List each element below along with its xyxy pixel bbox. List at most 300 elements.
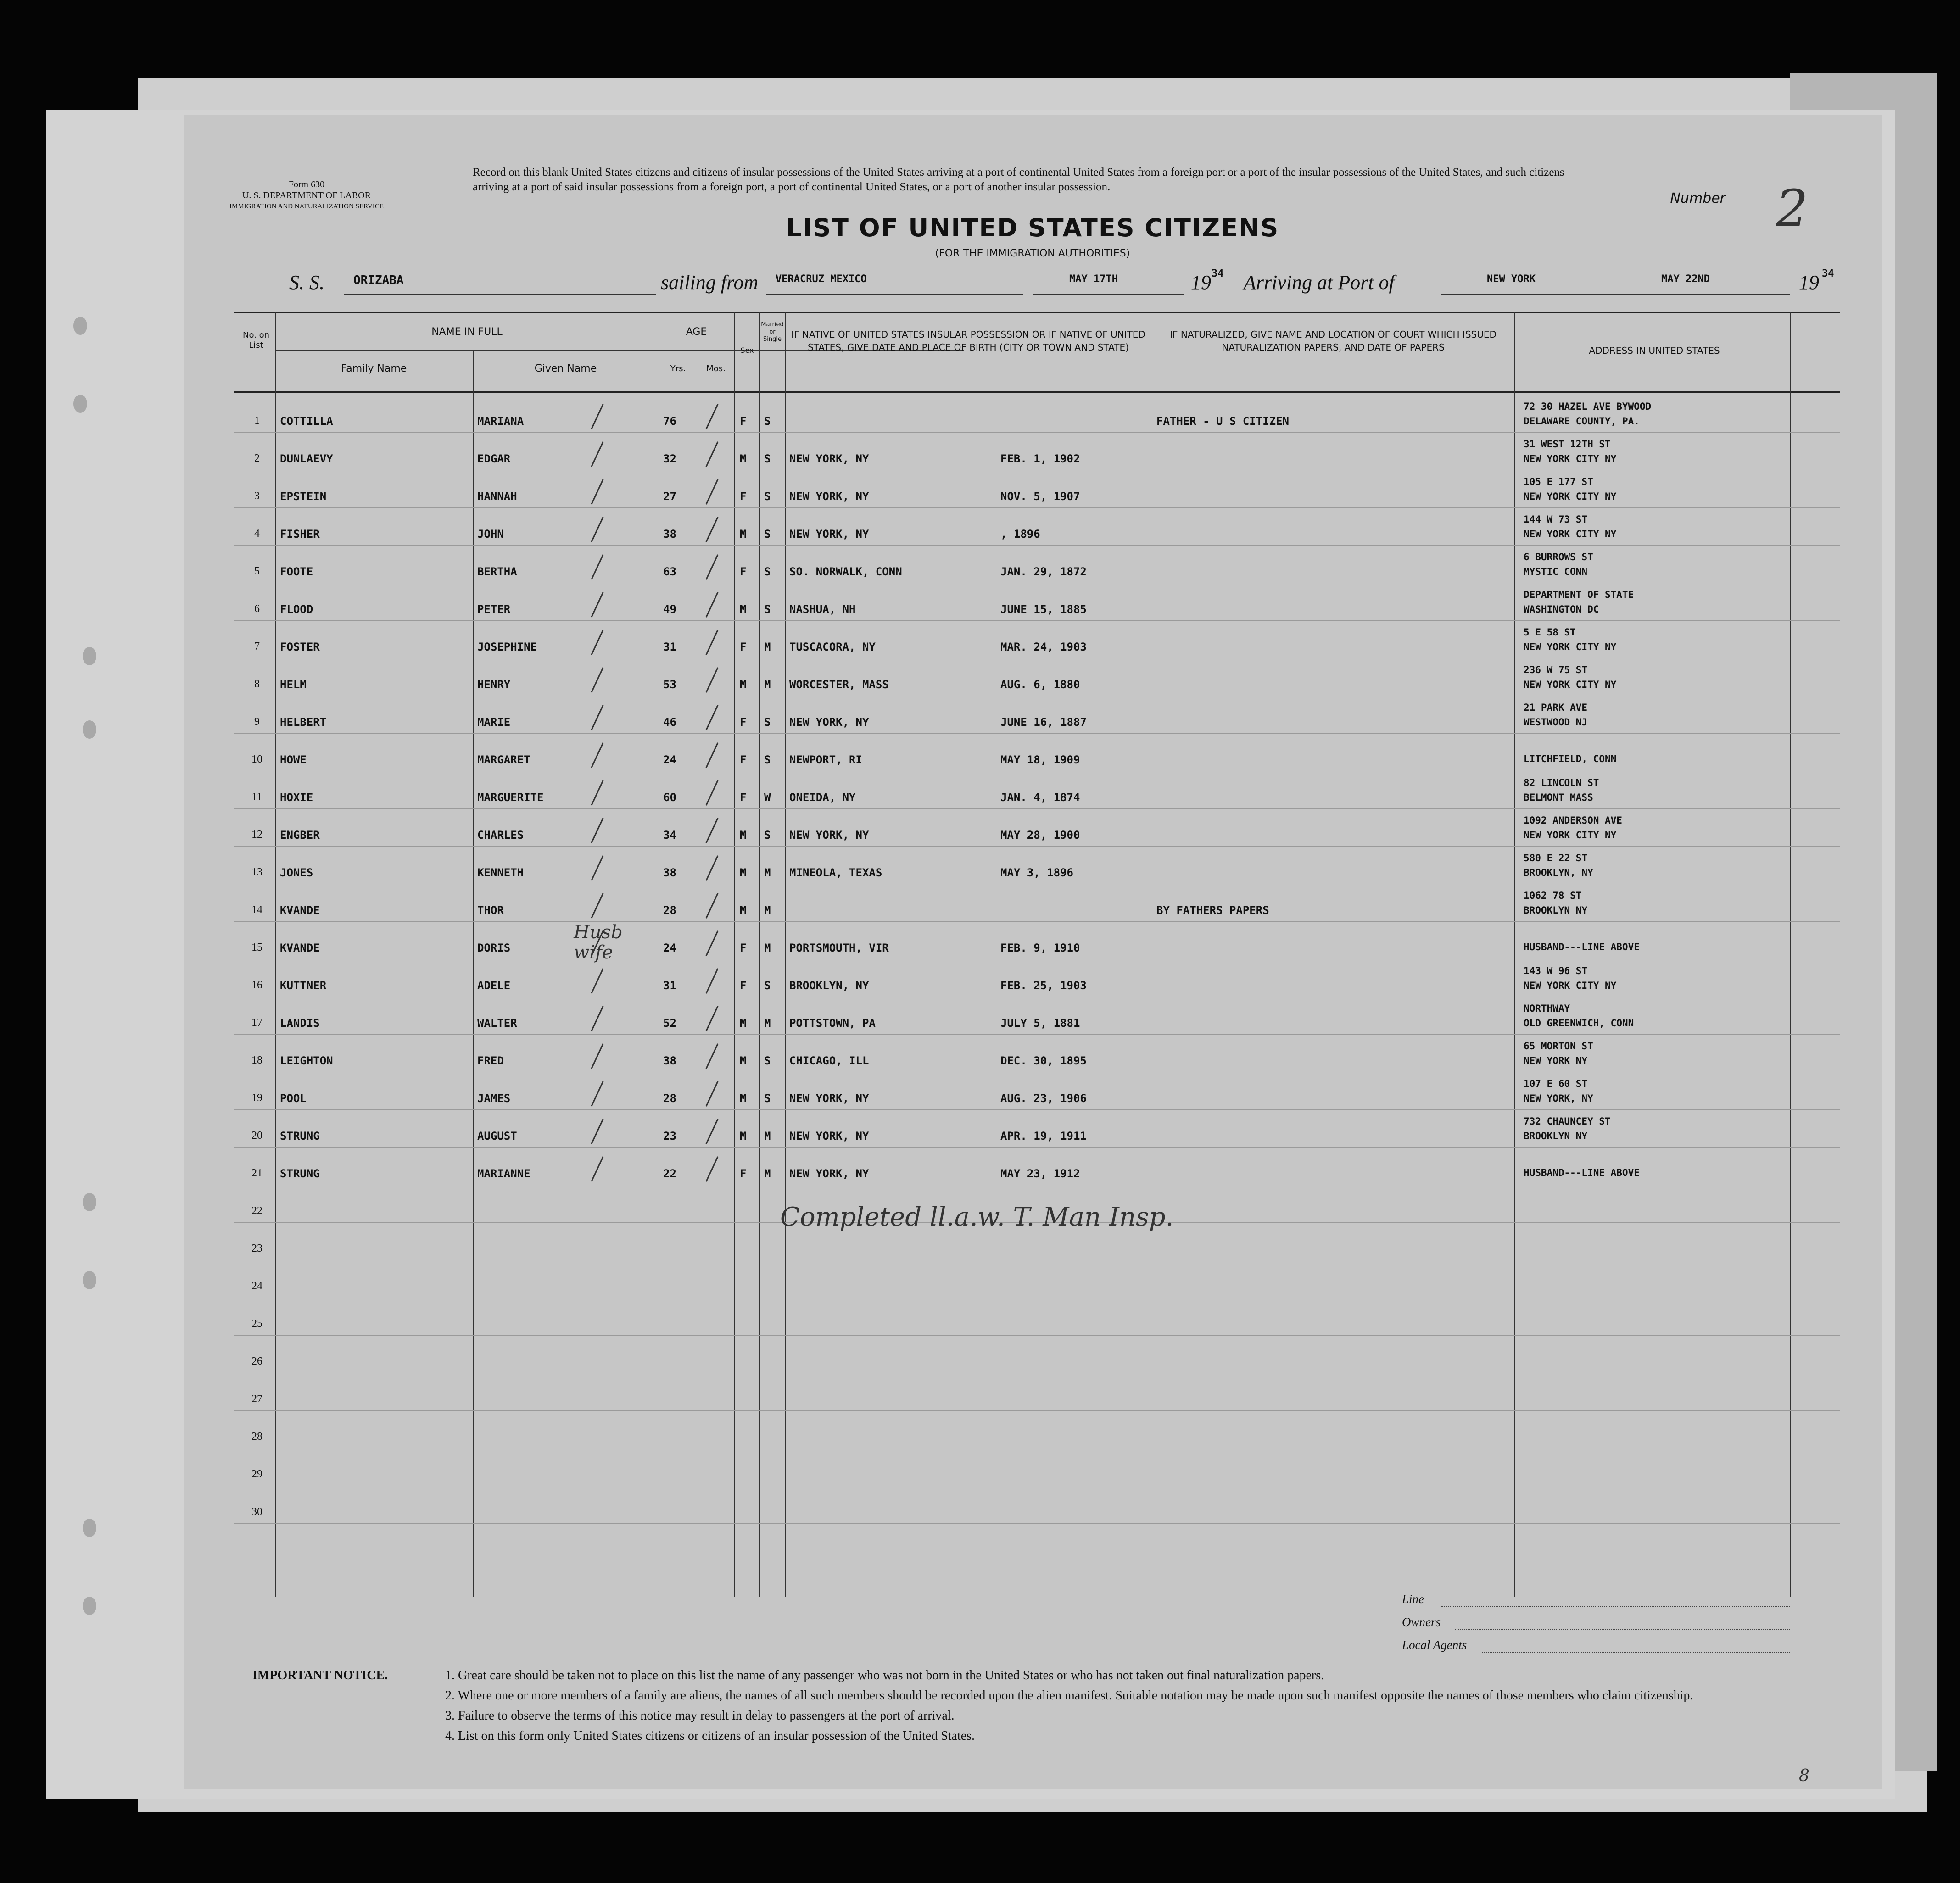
table-row	[234, 545, 1840, 583]
given-name: JOSEPHINE	[477, 641, 537, 653]
table-row	[234, 1335, 1840, 1373]
check-mark-name	[591, 1081, 603, 1107]
row-number: 30	[251, 1506, 262, 1518]
table-row	[234, 1410, 1840, 1448]
given-name: AUGUST	[477, 1130, 517, 1142]
address-line-1: 107 E 60 ST	[1524, 1078, 1588, 1089]
marital-status: S	[764, 716, 771, 729]
check-mark-name	[591, 742, 603, 768]
number-value: 2	[1776, 179, 1808, 238]
check-mark-name	[591, 968, 603, 994]
from-port: VERACRUZ MEXICO	[776, 273, 867, 285]
age-years: 52	[663, 1017, 676, 1030]
given-name: MARIE	[477, 716, 511, 729]
header-mos: Mos.	[706, 364, 726, 373]
row-number: 29	[251, 1468, 262, 1480]
family-name: STRUNG	[280, 1130, 320, 1142]
address-line-1: DEPARTMENT OF STATE	[1524, 589, 1634, 600]
row-number: 5	[254, 565, 260, 577]
sail-year: 34	[1212, 268, 1224, 279]
table-row	[234, 997, 1840, 1034]
page-subtitle: (FOR THE IMMIGRATION AUTHORITIES)	[935, 248, 1130, 259]
family-name: DUNLAEVY	[280, 452, 333, 465]
birth-date: MAY 28, 1900	[1000, 829, 1080, 841]
given-name: JOHN	[477, 528, 504, 540]
table-row	[234, 470, 1840, 507]
birth-place: CHICAGO, ILL	[789, 1054, 869, 1067]
row-number: 28	[251, 1431, 262, 1443]
birth-date: JAN. 4, 1874	[1000, 791, 1080, 804]
punch-hole	[83, 1271, 96, 1289]
important-notice	[252, 1666, 1813, 1746]
owners-field[interactable]	[1455, 1629, 1790, 1630]
birth-place: PORTSMOUTH, VIR	[789, 942, 889, 954]
address-line-2: DELAWARE COUNTY, PA.	[1524, 416, 1640, 427]
owners-label: Owners	[1402, 1615, 1441, 1629]
check-mark-name	[591, 404, 603, 429]
birth-place: WORCESTER, MASS	[789, 678, 889, 691]
check-mark-age	[705, 1081, 718, 1107]
ship-name: ORIZABA	[353, 273, 404, 287]
address-line-2: BELMONT MASS	[1524, 792, 1593, 803]
birth-date: DEC. 30, 1895	[1000, 1054, 1087, 1067]
table-row	[234, 1109, 1840, 1147]
family-name: LANDIS	[280, 1017, 320, 1030]
header-name-in-full: NAME IN FULL	[431, 326, 503, 338]
age-years: 60	[663, 791, 676, 804]
family-name: STRUNG	[280, 1167, 320, 1180]
check-mark-age	[705, 1119, 718, 1144]
age-years: 38	[663, 866, 676, 879]
sex: F	[740, 942, 747, 954]
punch-hole	[83, 1597, 96, 1615]
address-line-1: 72 30 HAZEL AVE BYWOOD	[1524, 401, 1652, 412]
birth-date: MAY 18, 1909	[1000, 753, 1080, 766]
marital-status: M	[764, 942, 771, 954]
address-line-1: HUSBAND---LINE ABOVE	[1524, 942, 1640, 953]
check-mark-name	[591, 705, 603, 730]
family-name: FISHER	[280, 528, 320, 540]
sail-date: MAY 17TH	[1069, 273, 1118, 285]
check-mark-age	[705, 479, 718, 505]
row-number: 27	[251, 1393, 262, 1405]
age-years: 24	[663, 753, 676, 766]
birth-date: JUNE 16, 1887	[1000, 716, 1087, 729]
row-number: 25	[251, 1318, 262, 1330]
birth-date: , 1896	[1000, 528, 1040, 540]
notice-2: 2. Where one or more members of a family are aliens, the names of all such members should be recorded upon the alien manifest. Suitable notation may be made upon such manifest opposite the names of those members who claim citizenship.	[445, 1688, 1693, 1703]
row-number: 24	[251, 1280, 262, 1292]
check-mark-name	[591, 1006, 603, 1031]
naturalization: FATHER - U S CITIZEN	[1156, 415, 1289, 428]
family-name: HELBERT	[280, 716, 327, 729]
punch-hole	[83, 647, 96, 665]
birth-place: MINEOLA, TEXAS	[789, 866, 882, 879]
age-years: 49	[663, 603, 676, 616]
ss-label: S. S.	[289, 271, 324, 294]
age-years: 31	[663, 979, 676, 992]
age-years: 31	[663, 641, 676, 653]
given-name: BERTHA	[477, 565, 517, 578]
row-number: 2	[254, 452, 260, 464]
age-years: 27	[663, 490, 676, 503]
family-name: KVANDE	[280, 942, 320, 954]
marital-status: M	[764, 1130, 771, 1142]
check-mark-age	[705, 780, 718, 806]
birth-place: NEW YORK, NY	[789, 490, 869, 503]
check-mark-name	[591, 893, 603, 919]
address-line-1: 105 E 177 ST	[1524, 476, 1593, 487]
kvande-note: Husb wife	[574, 922, 623, 963]
address-line-1: 31 WEST 12TH ST	[1524, 439, 1611, 450]
age-years: 38	[663, 528, 676, 540]
line-label: Line	[1402, 1592, 1424, 1606]
birth-place: NEW YORK, NY	[789, 1092, 869, 1105]
row-number: 4	[254, 528, 260, 540]
number-label: Number	[1670, 190, 1725, 206]
page-title: LIST OF UNITED STATES CITIZENS	[786, 213, 1279, 242]
address-line-2: NEW YORK CITY NY	[1524, 980, 1617, 991]
marital-status: M	[764, 866, 771, 879]
birth-date: MAY 23, 1912	[1000, 1167, 1080, 1180]
address-line-1: 21 PARK AVE	[1524, 702, 1588, 713]
age-years: 76	[663, 415, 676, 428]
sex: M	[740, 1092, 747, 1105]
birth-date: JAN. 29, 1872	[1000, 565, 1087, 578]
birth-place: NEWPORT, RI	[789, 753, 862, 766]
address-line-2: WASHINGTON DC	[1524, 604, 1599, 615]
row-number: 15	[251, 942, 262, 953]
sex: F	[740, 565, 747, 578]
form-identifier	[229, 179, 384, 212]
check-mark-name	[591, 855, 603, 881]
family-name: FOSTER	[280, 641, 320, 653]
row-number: 26	[251, 1355, 262, 1367]
address-line-2: NEW YORK, NY	[1524, 1093, 1593, 1104]
check-mark-name	[591, 818, 603, 843]
form-number: Form 630	[288, 179, 325, 189]
age-years: 32	[663, 452, 676, 465]
family-name: HOWE	[280, 753, 307, 766]
notice-1: 1. Great care should be taken not to place on this list the name of any passenger who was not born in the United States or who has not taken out final naturalization papers.	[445, 1668, 1324, 1682]
address-line-2: NEW YORK CITY NY	[1524, 453, 1617, 464]
address-line-1: 144 W 73 ST	[1524, 514, 1588, 525]
sex: F	[740, 1167, 747, 1180]
header-yrs: Yrs.	[670, 364, 686, 373]
given-name: WALTER	[477, 1017, 517, 1030]
check-mark-age	[705, 968, 718, 994]
table-row	[234, 808, 1840, 846]
given-name: HENRY	[477, 678, 511, 691]
address-line-2: NEW YORK CITY NY	[1524, 641, 1617, 652]
table-row	[234, 620, 1840, 658]
arrival-year: 34	[1822, 268, 1834, 279]
table-row	[234, 658, 1840, 696]
family-name: LEIGHTON	[280, 1054, 333, 1067]
sex: F	[740, 979, 747, 992]
check-mark-age	[705, 818, 718, 843]
birth-place: NEW YORK, NY	[789, 528, 869, 540]
preamble-text: Record on this blank United States citizens and citizens of insular possessions of the United States arriving at a port of continental United States from a foreign port or a port of the insular possessions of the United States, and such citizens arriving at a port of said insular possessions from a foreign port, a port of continental United States, or a port of another insular possession.	[473, 166, 1564, 193]
table-row	[234, 846, 1840, 884]
header-birth: IF NATIVE OF UNITED STATES INSULAR POSSESSION OR IF NATIVE OF UNITED STATES, GIVE DATE AND PLACE OF BIRTH (CITY OR TOWN AND STATE)	[791, 329, 1145, 353]
table-row	[234, 432, 1840, 470]
check-mark-name	[591, 592, 603, 618]
table-row	[234, 1373, 1840, 1410]
check-mark-age	[705, 592, 718, 618]
address-line-2: NEW YORK CITY NY	[1524, 830, 1617, 841]
marital-status: S	[764, 528, 771, 540]
birth-place: POTTSTOWN, PA	[789, 1017, 876, 1030]
check-mark-name	[591, 479, 603, 505]
birth-date: AUG. 6, 1880	[1000, 678, 1080, 691]
table-row	[234, 1260, 1840, 1298]
sex: M	[740, 1054, 747, 1067]
birth-place: NEW YORK, NY	[789, 1167, 869, 1180]
check-mark-age	[705, 441, 718, 467]
family-name: COTTILLA	[280, 415, 333, 428]
row-number: 23	[251, 1242, 262, 1254]
check-mark-age	[705, 855, 718, 881]
service-name: IMMIGRATION AND NATURALIZATION SERVICE	[229, 203, 384, 210]
header-given-name: Given Name	[534, 363, 597, 374]
given-name: MARGUERITE	[477, 791, 544, 804]
check-mark-name	[591, 780, 603, 806]
address-line-2: NEW YORK CITY NY	[1524, 529, 1617, 540]
completed-note: Completed ll.a.w. T. Man Insp.	[780, 1202, 1174, 1232]
given-name: EDGAR	[477, 452, 511, 465]
given-name: MARIANA	[477, 415, 524, 428]
row-rule	[234, 1523, 1840, 1524]
row-number: 6	[254, 603, 260, 615]
table-row	[234, 1448, 1840, 1486]
address-line-2: OLD GREENWICH, CONN	[1524, 1018, 1634, 1029]
check-mark-age	[705, 930, 718, 956]
check-mark-name	[591, 1156, 603, 1182]
given-name: FRED	[477, 1054, 504, 1067]
age-years: 46	[663, 716, 676, 729]
family-name: EPSTEIN	[280, 490, 327, 503]
row-number: 12	[251, 829, 262, 841]
punch-hole	[83, 720, 96, 739]
punch-hole	[73, 395, 87, 413]
voyage-line	[289, 268, 1849, 298]
address-line-1: 236 W 75 ST	[1524, 664, 1588, 675]
given-name: DORIS	[477, 942, 511, 954]
header-address: ADDRESS IN UNITED STATES	[1589, 345, 1720, 356]
age-years: 22	[663, 1167, 676, 1180]
birth-date: MAY 3, 1896	[1000, 866, 1073, 879]
address-line-1: 580 E 22 ST	[1524, 852, 1588, 864]
birth-place: NEW YORK, NY	[789, 716, 869, 729]
table-row	[234, 959, 1840, 997]
header-no: No. on List	[242, 330, 270, 350]
check-mark-age	[705, 667, 718, 693]
given-name: HANNAH	[477, 490, 517, 503]
sex: M	[740, 866, 747, 879]
check-mark-age	[705, 404, 718, 429]
given-name: CHARLES	[477, 829, 524, 841]
table-row	[234, 921, 1840, 959]
header-married: Married or Single	[761, 321, 784, 343]
family-name: KUTTNER	[280, 979, 327, 992]
birth-place: TUSCACORA, NY	[789, 641, 876, 653]
marital-status: S	[764, 565, 771, 578]
marital-status: S	[764, 603, 771, 616]
birth-date: NOV. 5, 1907	[1000, 490, 1080, 503]
address-line-1: 5 E 58 ST	[1524, 627, 1576, 638]
sex: M	[740, 904, 747, 917]
check-mark-age	[705, 705, 718, 730]
marital-status: S	[764, 1092, 771, 1105]
row-number: 19	[251, 1092, 262, 1104]
marital-status: S	[764, 979, 771, 992]
table-row	[234, 395, 1840, 432]
address-line-2: BROOKLYN, NY	[1524, 867, 1593, 878]
sex: F	[740, 716, 747, 729]
sex: M	[740, 1130, 747, 1142]
check-mark-name	[591, 441, 603, 467]
table-row	[234, 696, 1840, 733]
punch-hole	[83, 1519, 96, 1537]
birth-date: APR. 19, 1911	[1000, 1130, 1087, 1142]
table-row	[234, 583, 1840, 620]
marital-status: S	[764, 753, 771, 766]
address-line-1: 6 BURROWS ST	[1524, 552, 1593, 563]
birth-date: FEB. 25, 1903	[1000, 979, 1087, 992]
birth-date: FEB. 1, 1902	[1000, 452, 1080, 465]
given-name: ADELE	[477, 979, 511, 992]
row-number: 13	[251, 866, 262, 878]
marital-status: S	[764, 415, 771, 428]
birth-place: NEW YORK, NY	[789, 1130, 869, 1142]
age-years: 24	[663, 942, 676, 954]
header-naturalized: IF NATURALIZED, GIVE NAME AND LOCATION OF COURT WHICH ISSUED NATURALIZATION PAPERS, AND DATE OF PAPERS	[1170, 329, 1497, 353]
citizen-list-form	[184, 115, 1882, 1789]
arrival-port: NEW YORK	[1487, 273, 1536, 285]
underline	[1033, 294, 1184, 295]
age-years: 28	[663, 1092, 676, 1105]
address-line-1: 1062 78 ST	[1524, 890, 1582, 901]
address-line-2: NEW YORK CITY NY	[1524, 679, 1617, 690]
notice-4: 4. List on this form only United States citizens or citizens of an insular possession of the United States.	[445, 1729, 975, 1743]
table-row	[234, 1147, 1840, 1185]
arrival-year-prefix: 19	[1799, 271, 1819, 294]
marital-status: M	[764, 1017, 771, 1030]
punch-hole	[83, 1193, 96, 1211]
notice-3: 3. Failure to observe the terms of this notice may result in delay to passengers at the port of arrival.	[445, 1709, 955, 1723]
row-number: 3	[254, 490, 260, 502]
row-number: 22	[251, 1205, 262, 1217]
family-name: KVANDE	[280, 904, 320, 917]
age-years: 38	[663, 1054, 676, 1067]
marital-status: M	[764, 1167, 771, 1180]
header-age: AGE	[686, 326, 707, 338]
age-years: 53	[663, 678, 676, 691]
check-mark-age	[705, 1006, 718, 1031]
address-line-2: NEW YORK CITY NY	[1524, 491, 1617, 502]
line-field[interactable]	[1441, 1606, 1790, 1607]
table-row	[234, 1034, 1840, 1072]
sex: F	[740, 791, 747, 804]
table-row	[234, 507, 1840, 545]
sex: M	[740, 452, 747, 465]
table-row	[234, 1486, 1840, 1523]
marital-status: S	[764, 490, 771, 503]
address-line-2: NEW YORK NY	[1524, 1055, 1588, 1066]
address-line-2: BROOKLYN NY	[1524, 1131, 1588, 1142]
underline	[766, 294, 1023, 295]
header-sex: Sex	[740, 346, 754, 355]
header-family-name: Family Name	[341, 363, 407, 374]
age-years: 63	[663, 565, 676, 578]
agents-label: Local Agents	[1402, 1638, 1467, 1652]
address-line-1: 82 LINCOLN ST	[1524, 777, 1599, 788]
sex: F	[740, 753, 747, 766]
birth-place: NASHUA, NH	[789, 603, 856, 616]
sex: F	[740, 641, 747, 653]
age-years: 34	[663, 829, 676, 841]
address-line-2: BROOKLYN NY	[1524, 905, 1588, 916]
sex: M	[740, 528, 747, 540]
age-years: 23	[663, 1130, 676, 1142]
agents-field[interactable]	[1482, 1652, 1790, 1653]
notice-title: IMPORTANT NOTICE.	[252, 1668, 388, 1682]
sex: M	[740, 829, 747, 841]
birth-date: JUNE 15, 1885	[1000, 603, 1087, 616]
address-line-2: WESTWOOD NJ	[1524, 717, 1588, 728]
check-mark-age	[705, 630, 718, 655]
check-mark-age	[705, 554, 718, 580]
sex: M	[740, 1017, 747, 1030]
check-mark-name	[591, 667, 603, 693]
family-name: HOXIE	[280, 791, 313, 804]
marital-status: M	[764, 904, 771, 917]
marital-status: W	[764, 791, 771, 804]
table-row	[234, 884, 1840, 921]
department-name: U. S. DEPARTMENT OF LABOR	[242, 190, 371, 201]
address-line-1: 732 CHAUNCEY ST	[1524, 1116, 1611, 1127]
underline	[1441, 294, 1790, 295]
sex: M	[740, 603, 747, 616]
punch-hole	[73, 317, 87, 335]
row-number: 8	[254, 678, 260, 690]
sail-year-prefix: 19	[1191, 271, 1211, 294]
given-name: MARIANNE	[477, 1167, 530, 1180]
check-mark-name	[591, 1043, 603, 1069]
given-name: MARGARET	[477, 753, 530, 766]
birth-place: SO. NORWALK, CONN	[789, 565, 902, 578]
row-number: 11	[251, 791, 262, 803]
row-number: 16	[251, 979, 262, 991]
row-number: 18	[251, 1054, 262, 1066]
check-mark-name	[591, 517, 603, 542]
row-number: 20	[251, 1130, 262, 1142]
sex: F	[740, 490, 747, 503]
table-row	[234, 1298, 1840, 1335]
check-mark-age	[705, 742, 718, 768]
address-line-1: 143 W 96 ST	[1524, 965, 1588, 976]
address-line-1: HUSBAND---LINE ABOVE	[1524, 1167, 1640, 1178]
birth-date: AUG. 23, 1906	[1000, 1092, 1087, 1105]
marital-status: S	[764, 829, 771, 841]
arriving-label: Arriving at Port of	[1244, 271, 1395, 294]
marital-status: S	[764, 1054, 771, 1067]
check-mark-age	[705, 1043, 718, 1069]
check-mark-name	[591, 554, 603, 580]
page-number: 8	[1799, 1766, 1809, 1785]
sex: M	[740, 678, 747, 691]
